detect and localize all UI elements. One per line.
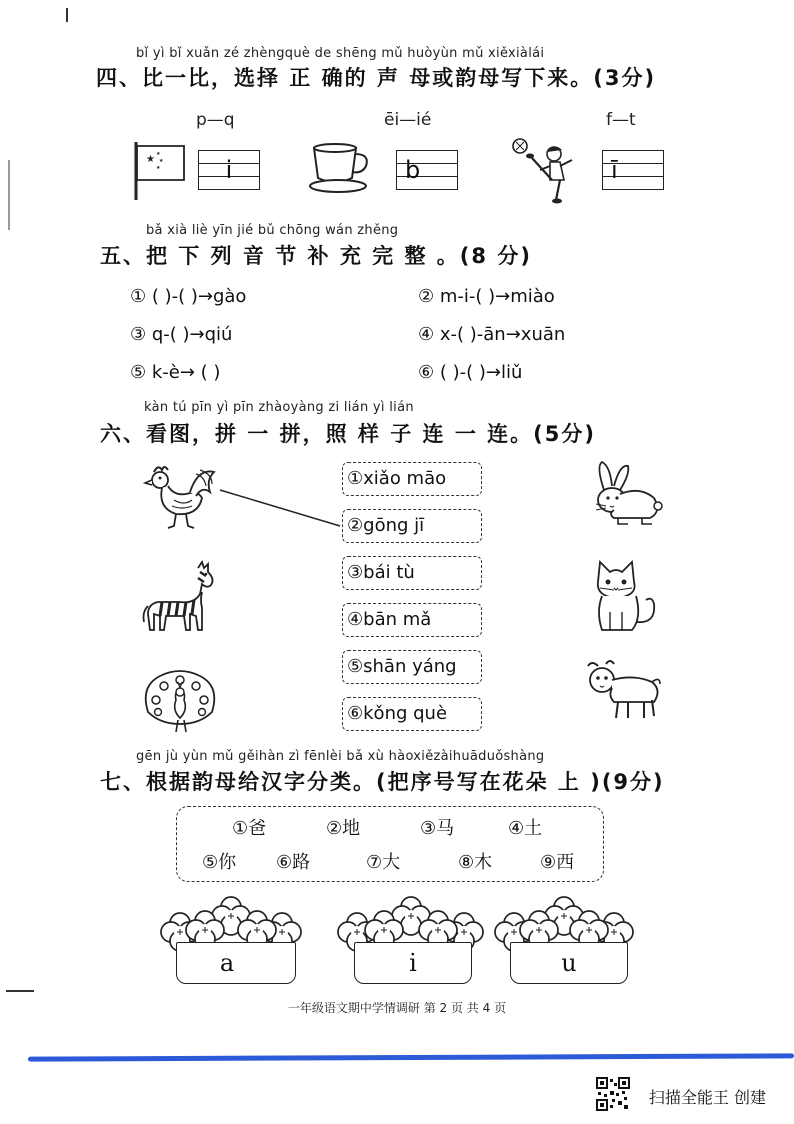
fill-item: ④ x-( )-ān→xuān (418, 324, 566, 345)
pinyin-option-box[interactable] (342, 509, 482, 543)
section5-title: 五、把 下 列 音 节 补 充 完 整 。(8 分) (100, 244, 532, 268)
rabbit-icon (584, 460, 664, 528)
peacock-icon (140, 666, 220, 736)
pinyin-option: ④bān mǎ (347, 609, 432, 630)
character-item: ⑤你 (202, 852, 237, 873)
character-item: ⑥路 (276, 852, 311, 873)
pot-label: u (561, 949, 577, 977)
pinyin-option-box[interactable] (342, 462, 482, 496)
answer-grid[interactable] (396, 150, 458, 190)
character-item: ①爸 (232, 818, 267, 839)
character-item: ③马 (420, 818, 455, 839)
character-item: ⑨西 (540, 852, 575, 873)
character-item: ④土 (508, 818, 543, 839)
pinyin-option: ①xiǎo māo (347, 468, 447, 489)
pot-label: i (409, 949, 417, 977)
flag-icon (130, 140, 188, 202)
section6-pinyin: kàn tú pīn yì pīn zhàoyàng zi lián yì lián (144, 400, 414, 415)
pair-label: f—t (606, 110, 636, 130)
scan-edge-mark (66, 8, 68, 22)
section4-pinyin: bǐ yì bǐ xuǎn zé zhèngquè de shēng mǔ huòyùn mǔ xiěxiàlái (136, 46, 545, 61)
fill-item: ③ q-( )→qiú (130, 324, 233, 345)
pinyin-option: ②gōng jī (347, 515, 425, 536)
section6-title: 六、看图，拼 一 拼，照 样 子 连 一 连。(5分) (100, 422, 596, 446)
character-item: ⑧木 (458, 852, 493, 873)
kick-ball-icon (510, 136, 580, 206)
qr-code-icon (596, 1077, 630, 1111)
scanner-watermark: 扫描全能王 创建 (648, 1088, 766, 1107)
zebra-icon (140, 560, 220, 636)
flower-pot[interactable] (510, 942, 628, 984)
rooster-icon (140, 462, 220, 530)
pair-label: p—q (196, 110, 235, 130)
pinyin-option: ③bái tù (347, 562, 415, 583)
fill-item: ② m-i-( )→miào (418, 286, 555, 307)
scan-edge-mark (8, 160, 10, 230)
scan-blue-line (28, 1053, 794, 1061)
fill-item: ⑤ k-è→ ( ) (130, 362, 221, 383)
pinyin-option-box[interactable] (342, 556, 482, 590)
pinyin-option: ⑥kǒng què (347, 703, 448, 724)
answer-text: b (405, 156, 421, 184)
svg-text:★: ★ (156, 165, 161, 171)
svg-text:★: ★ (156, 151, 161, 157)
section7-title: 七、根据韵母给汉字分类。(把序号写在花朵 上 )(9分) (100, 770, 665, 794)
pot-label: a (219, 949, 235, 977)
pinyin-option-box[interactable] (342, 697, 482, 731)
flower-pot[interactable] (176, 942, 296, 984)
answer-text: ī (611, 156, 618, 184)
goat-icon (584, 658, 664, 724)
pinyin-option-box[interactable] (342, 650, 482, 684)
svg-text:★: ★ (159, 158, 164, 164)
character-item: ②地 (326, 818, 361, 839)
fill-item: ① ( )-( )→gào (130, 286, 247, 307)
scan-edge-mark (6, 990, 34, 992)
page-footer: 一年级语文期中学情调研 第 2 页 共 4 页 (287, 1001, 507, 1015)
svg-text:★: ★ (146, 154, 155, 165)
pinyin-option-box[interactable] (342, 603, 482, 637)
pair-label: ēi—ié (384, 110, 432, 130)
answer-grid[interactable] (198, 150, 260, 190)
answer-grid[interactable] (602, 150, 664, 190)
cup-icon (304, 142, 376, 194)
pinyin-option: ⑤shān yáng (347, 656, 457, 677)
character-item: ⑦大 (366, 852, 401, 873)
cat-icon (592, 552, 664, 636)
section4-title: 四、比一比，选择 正 确的 声 母或韵母写下来。(3分) (96, 66, 657, 90)
section7-pinyin: gēn jù yùn mǔ gěihàn zì fēnlèi bǎ xù hàoxiězàihuāduǒshàng (136, 749, 545, 764)
answer-text: i (225, 156, 233, 184)
section5-pinyin: bǎ xià liè yīn jié bǔ chōng wán zhěng (146, 223, 399, 238)
flower-pot[interactable] (354, 942, 472, 984)
fill-item: ⑥ ( )-( )→liǔ (418, 362, 523, 383)
